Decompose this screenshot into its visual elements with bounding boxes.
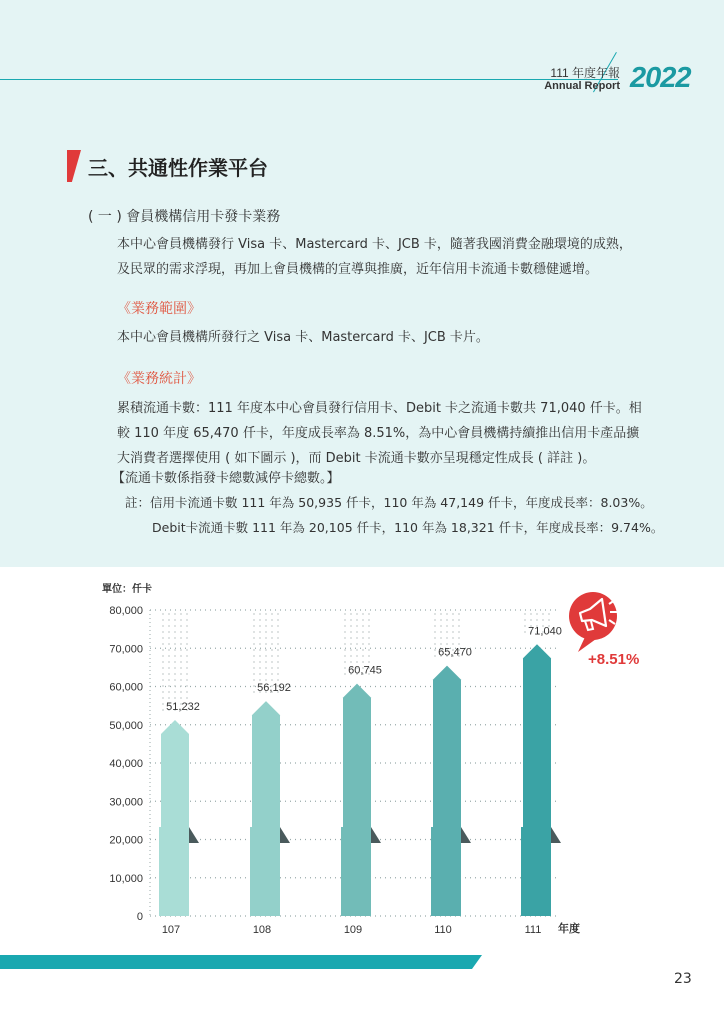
- chart-dot-pattern: [162, 697, 164, 699]
- chart-y-tick-label: 10,000: [109, 872, 143, 885]
- chart-dot-pattern: [259, 649, 261, 651]
- chart-dot-pattern: [446, 631, 448, 633]
- chart-dot-pattern: [524, 625, 526, 627]
- chart-dot-pattern: [362, 619, 364, 621]
- chart-dot-pattern: [174, 649, 176, 651]
- chart-dot-pattern: [174, 667, 176, 669]
- chart-dot-pattern: [180, 667, 182, 669]
- card-definition: 【流通卡數係指發卡總數減停卡總數。】: [112, 471, 340, 486]
- chart-dot-pattern: [253, 625, 255, 627]
- chart-dot-pattern: [344, 643, 346, 645]
- chart-dot-pattern: [362, 625, 364, 627]
- chart-dot-pattern: [458, 625, 460, 627]
- chart-dot-pattern: [542, 619, 544, 621]
- chart-dot-pattern: [253, 631, 255, 633]
- chart-dot-pattern: [180, 679, 182, 681]
- chart-dot-pattern: [259, 637, 261, 639]
- chart-dot-pattern: [368, 637, 370, 639]
- chart-dot-pattern: [356, 661, 358, 663]
- chart-dot-pattern: [162, 685, 164, 687]
- chart-dot-pattern: [277, 667, 279, 669]
- chart-dot-pattern: [253, 619, 255, 621]
- chart-dot-pattern: [344, 667, 346, 669]
- chart-dot-pattern: [344, 619, 346, 621]
- chart-dot-pattern: [277, 673, 279, 675]
- chart-dot-pattern: [548, 619, 550, 621]
- chart-dot-pattern: [162, 643, 164, 645]
- chart-dot-pattern: [271, 655, 273, 657]
- chart-dot-pattern: [356, 649, 358, 651]
- chart-dot-pattern: [265, 667, 267, 669]
- chart-dot-pattern: [253, 649, 255, 651]
- chart-dot-pattern: [368, 643, 370, 645]
- chart-dot-pattern: [368, 655, 370, 657]
- chart-dot-pattern: [277, 637, 279, 639]
- intro-line: 本中心會員機構發行 Visa 卡、Mastercard 卡、JCB 卡，隨著我國消費金融環境的成熟，: [117, 237, 632, 252]
- chart-dot-pattern: [458, 637, 460, 639]
- chart-x-tick-label: 110: [434, 924, 452, 936]
- chart-dot-pattern: [271, 631, 273, 633]
- chart-dot-pattern: [446, 625, 448, 627]
- chart-dot-pattern: [548, 613, 550, 615]
- chart-dot-pattern: [259, 679, 261, 681]
- chart-dot-pattern: [362, 637, 364, 639]
- chart-dot-pattern: [174, 631, 176, 633]
- chart-dot-pattern: [162, 667, 164, 669]
- chart-y-tick-label: 0: [136, 911, 143, 923]
- chart-dot-pattern: [162, 637, 164, 639]
- chart-dot-pattern: [174, 619, 176, 621]
- chart-dot-pattern: [344, 637, 346, 639]
- chart-dot-pattern: [253, 655, 255, 657]
- chart-dot-pattern: [271, 619, 273, 621]
- chart-dot-pattern: [168, 685, 170, 687]
- chart-dot-pattern: [368, 619, 370, 621]
- chart-y-tick-label: 30,000: [109, 796, 143, 809]
- chart-dot-pattern: [434, 649, 436, 651]
- chart-dot-pattern: [186, 685, 188, 687]
- chart-dot-pattern: [168, 649, 170, 651]
- chart-dot-pattern: [259, 619, 261, 621]
- chart-dot-pattern: [180, 685, 182, 687]
- chart-dot-pattern: [344, 649, 346, 651]
- chart-bar: [343, 684, 371, 840]
- chart-dot-pattern: [271, 667, 273, 669]
- chart-dot-pattern: [344, 613, 346, 615]
- chart-dot-pattern: [356, 655, 358, 657]
- chart-dot-pattern: [368, 631, 370, 633]
- chart-dot-pattern: [446, 619, 448, 621]
- chart-dot-pattern: [265, 679, 267, 681]
- chart-dot-pattern: [344, 673, 346, 675]
- chart-dot-pattern: [368, 661, 370, 663]
- chart-dot-pattern: [180, 673, 182, 675]
- chart-y-tick-label: 60,000: [109, 681, 143, 694]
- chart-dot-pattern: [253, 661, 255, 663]
- chart-y-tick-label: 80,000: [109, 605, 143, 617]
- chart-dot-pattern: [271, 625, 273, 627]
- chart-dot-pattern: [180, 637, 182, 639]
- chart-dot-pattern: [186, 625, 188, 627]
- chart-dot-pattern: [452, 625, 454, 627]
- chart-dot-pattern: [542, 613, 544, 615]
- stats-line: 較 110 年度 65,470 仟卡，年度成長率為 8.51%，為中心會員機構持續推出信用卡產品擴: [117, 426, 640, 441]
- chart-dot-pattern: [350, 661, 352, 663]
- chart-dot-pattern: [524, 613, 526, 615]
- chart-dot-pattern: [350, 619, 352, 621]
- chart-dot-pattern: [350, 637, 352, 639]
- chart-dot-pattern: [162, 613, 164, 615]
- chart-dot-pattern: [536, 613, 538, 615]
- chart-dot-pattern: [162, 679, 164, 681]
- header-year-label: 111 年度年報: [550, 66, 620, 80]
- chart-dot-pattern: [344, 661, 346, 663]
- chart-dot-pattern: [168, 673, 170, 675]
- chart-dot-pattern: [440, 613, 442, 615]
- chart-dot-pattern: [174, 655, 176, 657]
- chart-dot-pattern: [440, 625, 442, 627]
- chart-bar-base: [159, 827, 189, 916]
- chart-dot-pattern: [524, 619, 526, 621]
- chart-dot-pattern: [253, 673, 255, 675]
- header-rule: [0, 79, 618, 80]
- chart-dot-pattern: [265, 643, 267, 645]
- chart-dot-pattern: [446, 643, 448, 645]
- chart-dot-pattern: [259, 643, 261, 645]
- chart-dot-pattern: [253, 613, 255, 615]
- chart-dot-pattern: [168, 667, 170, 669]
- chart-dot-pattern: [174, 697, 176, 699]
- chart-dot-pattern: [174, 637, 176, 639]
- chart-dot-pattern: [259, 673, 261, 675]
- chart-dot-pattern: [265, 655, 267, 657]
- chart-dot-pattern: [174, 691, 176, 693]
- chart-dot-pattern: [168, 631, 170, 633]
- chart-dot-pattern: [168, 661, 170, 663]
- chart-dot-pattern: [180, 697, 182, 699]
- chart-dot-pattern: [271, 643, 273, 645]
- chart-dot-pattern: [350, 625, 352, 627]
- chart-value-label: 56,192: [257, 682, 291, 695]
- header-big-year: 2022: [630, 62, 691, 94]
- chart-dot-pattern: [162, 631, 164, 633]
- chart-dot-pattern: [446, 637, 448, 639]
- chart-dot-pattern: [368, 625, 370, 627]
- stats-line: 累積流通卡數：111 年度本中心會員發行信用卡、Debit 卡之流通卡數共 71,040 仟卡。相: [117, 401, 642, 416]
- stats-paragraph: [117, 396, 647, 471]
- chart-dot-pattern: [253, 637, 255, 639]
- chart-dot-pattern: [440, 637, 442, 639]
- chart-dot-pattern: [168, 619, 170, 621]
- chart-dot-pattern: [362, 613, 364, 615]
- chart-dot-pattern: [434, 643, 436, 645]
- chart-dot-pattern: [162, 625, 164, 627]
- chart-dot-pattern: [440, 643, 442, 645]
- chart-bar: [161, 720, 189, 840]
- chart-dot-pattern: [434, 637, 436, 639]
- chart-bar: [523, 644, 551, 840]
- chart-dot-pattern: [253, 685, 255, 687]
- megaphone-icon: [569, 592, 617, 652]
- chart-dot-pattern: [168, 637, 170, 639]
- chart-y-tick-label: 40,000: [109, 758, 143, 770]
- chart-dot-pattern: [452, 613, 454, 615]
- chart-value-label: 65,470: [438, 646, 472, 659]
- chart-dot-pattern: [434, 625, 436, 627]
- chart-dot-pattern: [168, 643, 170, 645]
- chart-dot-pattern: [277, 625, 279, 627]
- chart-dot-pattern: [186, 637, 188, 639]
- chart-dot-pattern: [265, 619, 267, 621]
- growth-label: +8.51%: [588, 651, 640, 668]
- bottom-accent-bar: [0, 955, 724, 969]
- chart-dot-pattern: [356, 613, 358, 615]
- chart-bar-base: [521, 827, 551, 916]
- chart-dot-pattern: [265, 673, 267, 675]
- chart-dot-pattern: [524, 631, 526, 633]
- chart-dot-pattern: [174, 661, 176, 663]
- chart-dot-pattern: [271, 637, 273, 639]
- chart-dot-pattern: [271, 661, 273, 663]
- chart-dot-pattern: [350, 643, 352, 645]
- chart-dot-pattern: [362, 649, 364, 651]
- chart-dot-pattern: [265, 637, 267, 639]
- chart-dot-pattern: [186, 655, 188, 657]
- chart-dot-pattern: [434, 619, 436, 621]
- chart-dot-pattern: [271, 613, 273, 615]
- chart-value-label: 71,040: [528, 625, 562, 638]
- chart-dot-pattern: [356, 619, 358, 621]
- chart-dot-pattern: [259, 655, 261, 657]
- chart-dot-pattern: [530, 619, 532, 621]
- chart-dot-pattern: [277, 679, 279, 681]
- chart-dot-pattern: [180, 649, 182, 651]
- chart-dot-pattern: [356, 643, 358, 645]
- chart-dot-pattern: [440, 619, 442, 621]
- chart-bar-fold: [461, 827, 471, 843]
- chart-dot-pattern: [452, 643, 454, 645]
- chart-bar: [433, 666, 461, 840]
- chart-dot-pattern: [180, 619, 182, 621]
- chart-y-ticks: [109, 605, 143, 923]
- chart-dot-pattern: [344, 655, 346, 657]
- chart-dot-pattern: [350, 613, 352, 615]
- chart-dot-pattern: [362, 631, 364, 633]
- chart-dot-pattern: [168, 613, 170, 615]
- chart-dot-pattern: [168, 691, 170, 693]
- chart-dot-pattern: [180, 655, 182, 657]
- chart-dot-pattern: [356, 637, 358, 639]
- chart-dot-pattern: [458, 619, 460, 621]
- chart-dot-pattern: [253, 679, 255, 681]
- intro-line: 及民眾的需求浮現，再加上會員機構的宣導與推廣，近年信用卡流通卡數穩健遞增。: [117, 262, 599, 277]
- chart-dot-pattern: [253, 667, 255, 669]
- section-title: 三、共通性作業平台: [88, 156, 268, 180]
- chart-dot-pattern: [277, 649, 279, 651]
- chart-dot-pattern: [186, 643, 188, 645]
- chart-dot-pattern: [174, 613, 176, 615]
- chart-dot-pattern: [350, 655, 352, 657]
- chart-bar-fold: [551, 827, 561, 843]
- chart-dot-pattern: [530, 613, 532, 615]
- chart-dot-pattern: [180, 661, 182, 663]
- chart-dot-pattern: [434, 631, 436, 633]
- chart-dot-pattern: [162, 703, 164, 705]
- chart-dot-pattern: [162, 619, 164, 621]
- chart-dot-pattern: [452, 637, 454, 639]
- chart-dot-pattern: [440, 631, 442, 633]
- chart-bar-base: [250, 827, 280, 916]
- note-credit: 註：信用卡流通卡數 111 年為 50,935 仟卡，110 年為 47,149 仟卡，年度成長率：8.03%。: [125, 495, 653, 510]
- chart-dot-pattern: [344, 625, 346, 627]
- chart-value-label: 60,745: [348, 664, 382, 677]
- chart-dot-pattern: [174, 643, 176, 645]
- chart-dot-pattern: [259, 661, 261, 663]
- chart-dot-pattern: [446, 613, 448, 615]
- chart-dot-pattern: [186, 649, 188, 651]
- chart-dot-pattern: [265, 661, 267, 663]
- chart-x-tick-label: 108: [252, 924, 272, 936]
- chart-dot-pattern: [186, 697, 188, 699]
- note-debit: Debit卡流通卡數 111 年為 20,105 仟卡，110 年為 18,321 仟卡，年度成長率：9.74%。: [152, 520, 664, 535]
- chart-dot-pattern: [452, 631, 454, 633]
- chart-dot-pattern: [186, 679, 188, 681]
- chart-dot-pattern: [362, 655, 364, 657]
- chart-dot-pattern: [180, 631, 182, 633]
- chart-dot-pattern: [174, 673, 176, 675]
- stats-line: 大消費者選擇使用 ( 如下圖示 )，而 Debit 卡流通卡數亦呈現穩定性成長 ( 詳註 )。: [117, 451, 596, 466]
- chart-dot-pattern: [434, 613, 436, 615]
- chart-dot-pattern: [536, 619, 538, 621]
- chart-dot-pattern: [186, 691, 188, 693]
- chart-bar-fold: [280, 827, 290, 843]
- chart-dot-pattern: [277, 631, 279, 633]
- chart-bar-base: [431, 827, 461, 916]
- chart-dot-pattern: [277, 619, 279, 621]
- chart-x-tick-label: 109: [343, 924, 363, 936]
- chart-dot-pattern: [458, 613, 460, 615]
- chart-dot-pattern: [168, 679, 170, 681]
- chart-x-ticks: [162, 924, 542, 936]
- chart-dot-pattern: [180, 625, 182, 627]
- chart-dot-pattern: [259, 625, 261, 627]
- chart-dot-pattern: [265, 625, 267, 627]
- chart-dot-pattern: [277, 661, 279, 663]
- chart-dot-pattern: [350, 649, 352, 651]
- chart-dot-pattern: [434, 655, 436, 657]
- chart-x-tick-label: 107: [161, 924, 181, 936]
- chart-dot-pattern: [271, 649, 273, 651]
- chart-dot-pattern: [344, 631, 346, 633]
- chart-dot-pattern: [259, 631, 261, 633]
- chart-dot-pattern: [162, 673, 164, 675]
- chart-dot-pattern: [452, 619, 454, 621]
- chart-dot-pattern: [259, 613, 261, 615]
- chart-dot-pattern: [362, 643, 364, 645]
- chart-dot-pattern: [271, 679, 273, 681]
- chart-dot-pattern: [265, 631, 267, 633]
- chart-value-label: 51,232: [166, 701, 200, 714]
- chart-dot-pattern: [277, 643, 279, 645]
- scope-heading: 《業務範圍》: [117, 301, 201, 317]
- header-annual-report: Annual Report: [544, 80, 620, 92]
- chart-dot-pattern: [356, 625, 358, 627]
- chart-bar: [252, 701, 280, 840]
- chart-dot-pattern: [162, 655, 164, 657]
- chart-bar-fold: [189, 827, 199, 843]
- chart-dot-pattern: [162, 661, 164, 663]
- chart-dot-pattern: [162, 691, 164, 693]
- chart-dot-pattern: [174, 679, 176, 681]
- chart-dot-pattern: [186, 673, 188, 675]
- chart-dot-pattern: [168, 697, 170, 699]
- chart-dot-pattern: [168, 655, 170, 657]
- intro-paragraph: [117, 232, 642, 282]
- chart-dot-pattern: [458, 631, 460, 633]
- chart-dot-pattern: [368, 649, 370, 651]
- chart-dot-pattern: [356, 631, 358, 633]
- chart-y-tick-label: 70,000: [109, 643, 143, 656]
- chart-dot-pattern: [180, 643, 182, 645]
- chart-y-tick-label: 20,000: [109, 834, 143, 847]
- chart-dot-pattern: [174, 625, 176, 627]
- chart-dot-pattern: [277, 655, 279, 657]
- chart-x-label: 年度: [558, 923, 580, 935]
- chart-dot-pattern: [368, 613, 370, 615]
- chart-dot-pattern: [162, 709, 164, 711]
- stats-heading: 《業務統計》: [117, 371, 201, 387]
- chart-dot-pattern: [350, 631, 352, 633]
- chart-dot-pattern: [186, 613, 188, 615]
- chart-dot-pattern: [180, 613, 182, 615]
- chart-dot-pattern: [186, 661, 188, 663]
- chart-dot-pattern: [259, 667, 261, 669]
- chart-dot-pattern: [168, 625, 170, 627]
- chart-dot-pattern: [186, 631, 188, 633]
- chart-bar-base: [341, 827, 371, 916]
- chart-unit-label: 單位：仟卡: [102, 584, 152, 595]
- chart-dot-pattern: [277, 613, 279, 615]
- chart-dot-pattern: [253, 691, 255, 693]
- scope-text: 本中心會員機構所發行之 Visa 卡、Mastercard 卡、JCB 卡片。: [117, 330, 489, 345]
- chart-y-tick-label: 50,000: [109, 719, 143, 732]
- chart-dot-pattern: [174, 685, 176, 687]
- chart-dot-pattern: [253, 643, 255, 645]
- chart-dot-pattern: [186, 619, 188, 621]
- chart-dot-pattern: [362, 661, 364, 663]
- chart-dot-pattern: [186, 667, 188, 669]
- chart-dot-pattern: [162, 649, 164, 651]
- chart-x-tick-label: 111: [524, 924, 542, 936]
- card-count-chart: [0, 567, 724, 947]
- chart-dot-pattern: [265, 649, 267, 651]
- chart-bar-fold: [371, 827, 381, 843]
- chart-dot-pattern: [458, 643, 460, 645]
- chart-dot-pattern: [180, 691, 182, 693]
- chart-dot-pattern: [265, 613, 267, 615]
- chart-bars: [159, 613, 562, 916]
- chart-dot-pattern: [271, 673, 273, 675]
- page-number: 23: [674, 971, 692, 987]
- subsection-title: ( 一 ) 會員機構信用卡發卡業務: [88, 209, 281, 225]
